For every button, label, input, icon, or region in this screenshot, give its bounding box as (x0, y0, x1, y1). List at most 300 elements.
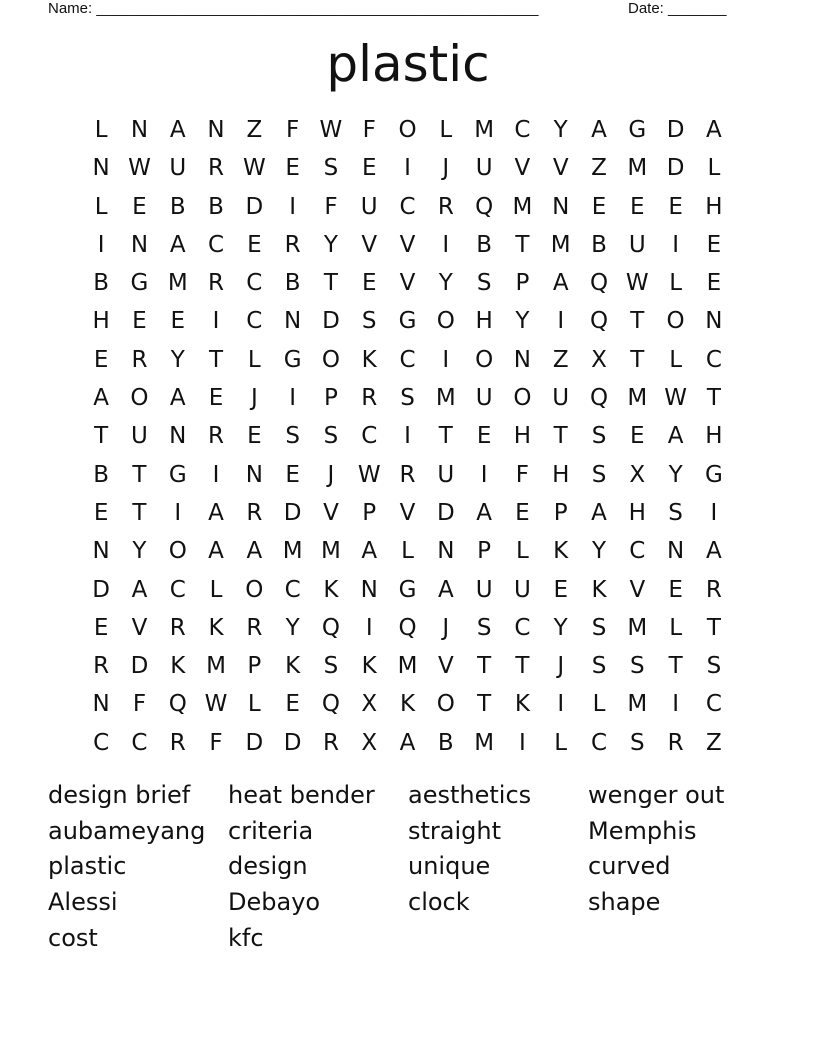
grid-cell[interactable]: C (514, 117, 531, 143)
grid-cell[interactable]: A (552, 270, 569, 297)
grid-cell[interactable]: R (284, 231, 301, 258)
grid-cell[interactable]: I (442, 231, 450, 258)
word-list-item: clock (408, 888, 470, 917)
grid-cell[interactable]: S (323, 423, 339, 450)
grid-cell[interactable]: L (439, 117, 453, 143)
grid-cell[interactable]: T (132, 499, 147, 526)
grid-cell[interactable]: S (361, 308, 377, 335)
grid-cell[interactable]: A (169, 385, 186, 412)
grid-cell[interactable]: K (361, 653, 377, 680)
grid-cell[interactable]: S (630, 729, 645, 756)
grid-cell[interactable]: I (404, 155, 411, 182)
grid-cell[interactable]: Q (475, 193, 494, 220)
grid-cell[interactable]: M (321, 538, 341, 565)
grid-cell[interactable]: C (169, 576, 186, 603)
grid-row (82, 647, 733, 685)
grid-cell[interactable]: Y (553, 117, 568, 143)
grid-cell[interactable]: L (707, 155, 721, 182)
grid-cell[interactable]: M (435, 385, 456, 412)
grid-cell[interactable]: Q (589, 385, 609, 412)
grid-cell[interactable]: Q (168, 691, 187, 718)
grid-cell[interactable]: X (361, 691, 378, 718)
grid-cell[interactable]: C (705, 691, 722, 718)
grid-cell[interactable]: C (361, 423, 378, 450)
grid-cell[interactable]: K (361, 346, 377, 373)
grid-cell[interactable]: C (131, 729, 148, 756)
grid-cell[interactable]: S (706, 653, 722, 680)
grid-cell[interactable]: I (289, 193, 297, 220)
grid-cell[interactable]: D (283, 499, 302, 526)
grid-cell[interactable]: S (323, 653, 339, 680)
grid-cell[interactable]: A (591, 499, 607, 526)
grid-cell[interactable]: D (130, 653, 149, 680)
grid-cell[interactable]: L (94, 117, 108, 143)
grid-cell[interactable]: N (92, 691, 110, 718)
grid-cell[interactable]: L (401, 538, 414, 565)
grid-cell[interactable]: Y (170, 346, 185, 373)
grid-cell[interactable]: N (245, 461, 263, 488)
grid-cell[interactable]: M (474, 729, 495, 756)
grid-cell[interactable]: U (628, 231, 646, 258)
grid-cell[interactable]: V (323, 499, 339, 526)
grid-cell[interactable]: E (93, 346, 109, 373)
grid-cell[interactable]: R (208, 270, 225, 297)
grid-cell[interactable]: E (706, 231, 722, 258)
grid-cell[interactable]: U (475, 155, 493, 182)
grid-cell[interactable]: E (93, 499, 109, 526)
grid-cell[interactable]: B (93, 461, 110, 488)
grid-cell[interactable]: A (93, 385, 110, 412)
grid-cell[interactable]: A (591, 117, 607, 143)
grid-cell[interactable]: D (245, 729, 264, 756)
grid-cell[interactable]: I (404, 423, 411, 450)
grid-cell[interactable]: R (322, 729, 339, 756)
grid-cell[interactable]: K (514, 691, 530, 718)
grid-cell[interactable]: E (361, 270, 377, 297)
grid-cell[interactable]: M (627, 691, 648, 718)
grid-cell[interactable]: O (513, 385, 532, 412)
grid-row (82, 685, 733, 723)
grid-cell[interactable]: I (557, 308, 565, 335)
grid-cell[interactable]: E (247, 423, 262, 450)
grid-cell[interactable]: M (167, 270, 188, 297)
grid-cell[interactable]: R (667, 729, 684, 756)
grid-cell[interactable]: F (132, 691, 147, 718)
grid-cell[interactable]: Z (552, 346, 569, 373)
grid-cell[interactable]: L (669, 270, 683, 297)
grid-cell[interactable]: J (557, 653, 565, 680)
grid-cell[interactable]: P (515, 270, 530, 297)
grid-cell[interactable]: D (666, 117, 685, 143)
grid-cell[interactable]: N (92, 538, 110, 565)
grid-cell[interactable]: T (706, 385, 721, 412)
grid-cell[interactable]: S (630, 653, 645, 680)
grid-cell[interactable]: M (627, 385, 648, 412)
grid-cell[interactable]: S (591, 423, 607, 450)
grid-cell[interactable]: G (628, 117, 647, 143)
grid-cell[interactable]: M (550, 231, 571, 258)
grid-cell[interactable]: O (436, 308, 455, 335)
grid-cell[interactable]: C (246, 270, 263, 297)
grid-cell[interactable]: Q (398, 614, 417, 641)
grid-cell[interactable]: D (245, 193, 264, 220)
grid-cell[interactable]: C (208, 231, 225, 258)
grid-cell[interactable]: O (475, 346, 494, 373)
grid-cell[interactable]: R (93, 653, 110, 680)
grid-cell[interactable]: A (131, 576, 148, 603)
grid-cell[interactable]: T (438, 423, 453, 450)
grid-cell[interactable]: Y (553, 614, 568, 641)
grid-cell[interactable]: B (208, 193, 224, 220)
grid-cell[interactable]: C (399, 346, 416, 373)
grid-cell[interactable]: V (629, 576, 646, 603)
grid-cell[interactable]: E (630, 193, 645, 220)
grid-cell[interactable]: C (514, 614, 531, 641)
grid-cell[interactable]: I (365, 614, 373, 641)
grid-cell[interactable]: I (557, 691, 565, 718)
grid-cell[interactable]: L (669, 614, 683, 641)
grid-cell[interactable]: Q (589, 270, 609, 297)
grid-cell[interactable]: N (666, 538, 685, 565)
word-list-item: cost (48, 923, 98, 952)
grid-cell[interactable]: H (513, 423, 532, 450)
grid-cell[interactable]: Y (591, 538, 607, 565)
grid-cell[interactable]: D (92, 576, 110, 603)
grid-cell[interactable]: Z (706, 729, 722, 756)
grid-cell[interactable]: X (361, 729, 378, 756)
grid-cell[interactable]: M (206, 653, 226, 680)
grid-cell[interactable]: T (132, 461, 147, 488)
grid-cell[interactable]: C (399, 193, 416, 220)
word-list-item: shape (588, 888, 661, 917)
grid-cell[interactable]: F (362, 117, 376, 143)
grid-cell[interactable]: O (130, 385, 149, 412)
grid-cell[interactable]: E (208, 385, 224, 412)
grid-cell[interactable]: A (667, 423, 684, 450)
grid-cell[interactable]: P (362, 499, 377, 526)
grid-cell[interactable]: D (436, 499, 455, 526)
grid-cell[interactable]: E (553, 576, 568, 603)
grid-cell[interactable]: A (361, 538, 378, 565)
grid-cell[interactable]: M (474, 117, 495, 143)
grid-cell[interactable]: T (515, 653, 530, 680)
grid-cell[interactable]: N (169, 423, 187, 450)
grid-cell[interactable]: Z (591, 155, 607, 182)
grid-cell[interactable]: J (442, 614, 450, 641)
grid-cell[interactable]: F (515, 461, 530, 488)
grid-cell[interactable]: N (513, 346, 532, 373)
grid-cell[interactable]: N (284, 308, 302, 335)
grid-cell[interactable]: M (397, 653, 418, 680)
grid-cell[interactable]: X (591, 346, 607, 373)
grid-cell[interactable]: O (666, 308, 685, 335)
grid-cell[interactable]: N (130, 231, 149, 258)
grid-cell[interactable]: A (169, 117, 186, 143)
grid-cell[interactable]: T (477, 691, 492, 718)
grid-cell[interactable]: N (360, 576, 378, 603)
grid-cell[interactable]: E (170, 308, 186, 335)
grid-cell[interactable]: V (399, 231, 416, 258)
grid-cell[interactable]: Y (668, 461, 683, 488)
grid-cell[interactable]: S (591, 653, 607, 680)
grid-cell[interactable]: K (285, 653, 301, 680)
grid-cell[interactable]: V (552, 155, 569, 182)
grid-cell[interactable]: I (97, 231, 105, 258)
grid-cell[interactable]: U (131, 423, 148, 450)
grid-cell[interactable]: V (361, 231, 378, 258)
grid-cell[interactable]: M (627, 155, 648, 182)
grid-cell[interactable]: S (476, 270, 492, 297)
grid-cell[interactable]: F (286, 117, 300, 143)
grid-cell[interactable]: D (666, 155, 685, 182)
grid-cell[interactable]: H (552, 461, 570, 488)
grid-cell[interactable]: T (706, 614, 721, 641)
grid-cell[interactable]: T (515, 231, 530, 258)
grid-cell[interactable]: G (283, 346, 302, 373)
grid-cell[interactable]: V (399, 270, 416, 297)
grid-cell[interactable]: T (477, 653, 492, 680)
grid-cell[interactable]: S (400, 385, 415, 412)
grid-cell[interactable]: X (629, 461, 646, 488)
grid-cell[interactable]: G (398, 576, 417, 603)
grid-cell[interactable]: Q (589, 308, 609, 335)
grid-cell[interactable]: R (208, 423, 225, 450)
grid-cell[interactable]: A (246, 538, 263, 565)
grid-cell[interactable]: G (704, 461, 723, 488)
grid-cell[interactable]: E (285, 461, 300, 488)
grid-cell[interactable]: H (705, 193, 723, 220)
grid-cell[interactable]: L (669, 346, 683, 373)
grid-cell[interactable]: T (209, 346, 224, 373)
grid-cell[interactable]: C (590, 729, 608, 756)
grid-cell[interactable]: A (399, 729, 416, 756)
grid-cell[interactable]: P (553, 499, 568, 526)
grid-cell[interactable]: E (285, 691, 300, 718)
grid-cell[interactable]: P (477, 538, 492, 565)
grid-cell[interactable]: T (553, 423, 568, 450)
grid-cell[interactable]: P (247, 653, 262, 680)
grid-cell[interactable]: R (246, 499, 263, 526)
grid-cell[interactable]: R (208, 155, 225, 182)
grid-cell[interactable]: R (361, 385, 378, 412)
grid-cell[interactable]: V (437, 653, 454, 680)
grid-cell[interactable]: J (442, 155, 450, 182)
grid-cell[interactable]: I (519, 729, 526, 756)
grid-cell[interactable]: L (247, 691, 261, 718)
grid-cell[interactable]: H (475, 308, 493, 335)
grid-cell[interactable]: J (327, 461, 335, 488)
grid-cell[interactable]: A (706, 538, 722, 565)
grid-cell[interactable]: A (169, 231, 186, 258)
grid-cell[interactable]: W (625, 270, 649, 297)
grid-cell[interactable]: A (208, 499, 224, 526)
grid-cell[interactable]: L (94, 193, 108, 220)
grid-cell[interactable]: S (591, 614, 607, 641)
grid-cell[interactable]: O (398, 117, 417, 143)
date-field[interactable]: Date: _______ (628, 0, 727, 17)
grid-cell[interactable]: B (284, 270, 301, 297)
grid-cell[interactable]: R (399, 461, 416, 488)
grid-cell[interactable]: C (284, 576, 301, 603)
grid-cell[interactable]: T (94, 423, 109, 450)
grid-cell[interactable]: E (361, 155, 377, 182)
grid-cell[interactable]: D (322, 308, 340, 335)
header (48, 0, 748, 18)
grid-cell[interactable]: S (591, 461, 607, 488)
grid-cell[interactable]: E (668, 193, 683, 220)
grid-cell[interactable]: H (92, 308, 110, 335)
grid-cell[interactable]: R (131, 346, 148, 373)
grid-cell[interactable]: U (437, 461, 455, 488)
grid-cell[interactable]: C (246, 308, 263, 335)
grid-cell[interactable]: W (204, 691, 228, 718)
grid-cell[interactable]: N (92, 155, 110, 182)
grid-cell[interactable]: H (705, 423, 723, 450)
grid-cell[interactable]: O (436, 691, 455, 718)
grid-cell[interactable]: E (247, 231, 262, 258)
grid-cell[interactable]: D (283, 729, 302, 756)
grid-cell[interactable]: E (285, 155, 300, 182)
grid-cell[interactable]: H (628, 499, 646, 526)
word-row (48, 885, 788, 921)
grid-cell[interactable]: Y (323, 231, 338, 258)
grid-cell[interactable]: K (208, 614, 224, 641)
grid-cell[interactable]: E (476, 423, 492, 450)
grid-cell[interactable]: A (437, 576, 454, 603)
grid-cell[interactable]: U (475, 576, 493, 603)
grid-cell[interactable]: O (321, 346, 340, 373)
grid-cell[interactable]: L (209, 576, 223, 603)
grid-cell[interactable]: I (480, 461, 488, 488)
grid-cell[interactable]: A (476, 499, 492, 526)
grid-cell[interactable]: Y (132, 538, 147, 565)
grid-cell[interactable]: S (285, 423, 300, 450)
grid-cell[interactable]: I (174, 499, 182, 526)
grid-cell[interactable]: T (668, 653, 683, 680)
grid-cell[interactable]: B (93, 270, 110, 297)
grid-cell[interactable]: R (169, 614, 186, 641)
grid-cell[interactable]: C (705, 346, 722, 373)
grid-cell[interactable]: U (513, 576, 531, 603)
grid-cell[interactable]: T (630, 346, 645, 373)
grid-cell[interactable]: N (552, 193, 570, 220)
grid-cell[interactable]: L (592, 691, 606, 718)
grid-cell[interactable]: N (130, 117, 149, 143)
grid-cell[interactable]: M (512, 193, 533, 220)
grid-cell[interactable]: M (282, 538, 303, 565)
grid-cell[interactable]: E (668, 576, 683, 603)
grid-cell[interactable]: I (672, 231, 679, 258)
grid-cell[interactable]: E (132, 308, 147, 335)
grid-cell[interactable]: T (630, 308, 645, 335)
grid-cell[interactable]: F (209, 729, 223, 756)
grid-cell[interactable]: W (357, 461, 381, 488)
grid-cell[interactable]: Q (321, 614, 340, 641)
grid-cell[interactable]: M (627, 614, 648, 641)
grid-cell[interactable]: V (131, 614, 148, 641)
grid-cell[interactable]: G (130, 270, 149, 297)
grid-cell[interactable]: P (323, 385, 338, 412)
grid-cell[interactable]: U (552, 385, 570, 412)
grid-cell[interactable]: S (476, 614, 492, 641)
grid-cell[interactable]: J (250, 385, 258, 412)
grid-cell[interactable]: C (93, 729, 110, 756)
grid-cell[interactable]: C (629, 538, 646, 565)
grid-cell[interactable]: G (398, 308, 417, 335)
grid-cell[interactable]: E (132, 193, 147, 220)
grid-cell[interactable]: I (672, 691, 679, 718)
grid-cell[interactable]: B (169, 193, 186, 220)
grid-cell[interactable]: V (514, 155, 531, 182)
grid-cell[interactable]: I (442, 346, 450, 373)
grid-cell[interactable]: R (437, 193, 454, 220)
grid-cell[interactable]: E (93, 614, 109, 641)
word-row (48, 778, 788, 814)
grid-cell[interactable]: R (705, 576, 722, 603)
grid-cell[interactable]: Y (285, 614, 300, 641)
grid-cell[interactable]: K (591, 576, 607, 603)
grid-cell[interactable]: W (664, 385, 687, 412)
grid-cell[interactable]: I (212, 461, 220, 488)
grid-row (82, 494, 733, 532)
grid-cell[interactable]: V (399, 499, 416, 526)
grid-cell[interactable]: S (323, 155, 339, 182)
grid-cell[interactable]: W (319, 117, 343, 143)
grid-cell[interactable]: N (207, 117, 225, 143)
grid-cell[interactable]: U (360, 193, 378, 220)
grid-cell[interactable]: E (630, 423, 645, 450)
grid-cell[interactable]: A (208, 538, 224, 565)
grid-cell[interactable]: K (170, 653, 186, 680)
grid-cell[interactable]: L (247, 346, 261, 373)
grid-cell[interactable]: U (169, 155, 187, 182)
grid-cell[interactable]: I (212, 308, 220, 335)
grid-cell[interactable]: I (710, 499, 718, 526)
grid-cell[interactable]: K (553, 538, 569, 565)
grid-cell[interactable]: U (475, 385, 493, 412)
grid-cell[interactable]: R (169, 729, 186, 756)
grid-cell[interactable]: O (168, 538, 187, 565)
grid-cell[interactable]: I (289, 385, 297, 412)
grid-cell[interactable]: E (515, 499, 530, 526)
grid-cell[interactable]: E (706, 270, 722, 297)
grid-cell[interactable]: O (245, 576, 264, 603)
grid-cell[interactable]: R (246, 614, 263, 641)
grid-cell[interactable]: A (706, 117, 722, 143)
grid-cell[interactable]: N (437, 538, 455, 565)
grid-cell[interactable]: B (437, 729, 454, 756)
grid-cell[interactable]: S (668, 499, 683, 526)
grid-cell[interactable]: F (324, 193, 338, 220)
grid-cell[interactable]: Y (515, 308, 530, 335)
grid-cell[interactable]: W (242, 155, 266, 182)
grid-cell[interactable]: Z (246, 117, 263, 143)
grid-cell[interactable]: G (168, 461, 187, 488)
grid-cell[interactable]: B (476, 231, 492, 258)
grid-cell[interactable]: N (705, 308, 723, 335)
grid-cell[interactable]: L (516, 538, 529, 565)
grid-cell[interactable]: L (554, 729, 568, 756)
name-field[interactable]: Name: _____________________________________________________ (48, 0, 539, 17)
grid-cell[interactable]: E (591, 193, 607, 220)
grid-cell[interactable]: B (591, 231, 607, 258)
grid-cell[interactable]: W (128, 155, 151, 182)
grid-cell[interactable]: K (399, 691, 416, 718)
grid-cell[interactable]: Y (438, 270, 453, 297)
grid-cell[interactable]: K (323, 576, 339, 603)
grid-cell[interactable]: T (323, 270, 338, 297)
grid-cell[interactable]: Q (321, 691, 340, 718)
